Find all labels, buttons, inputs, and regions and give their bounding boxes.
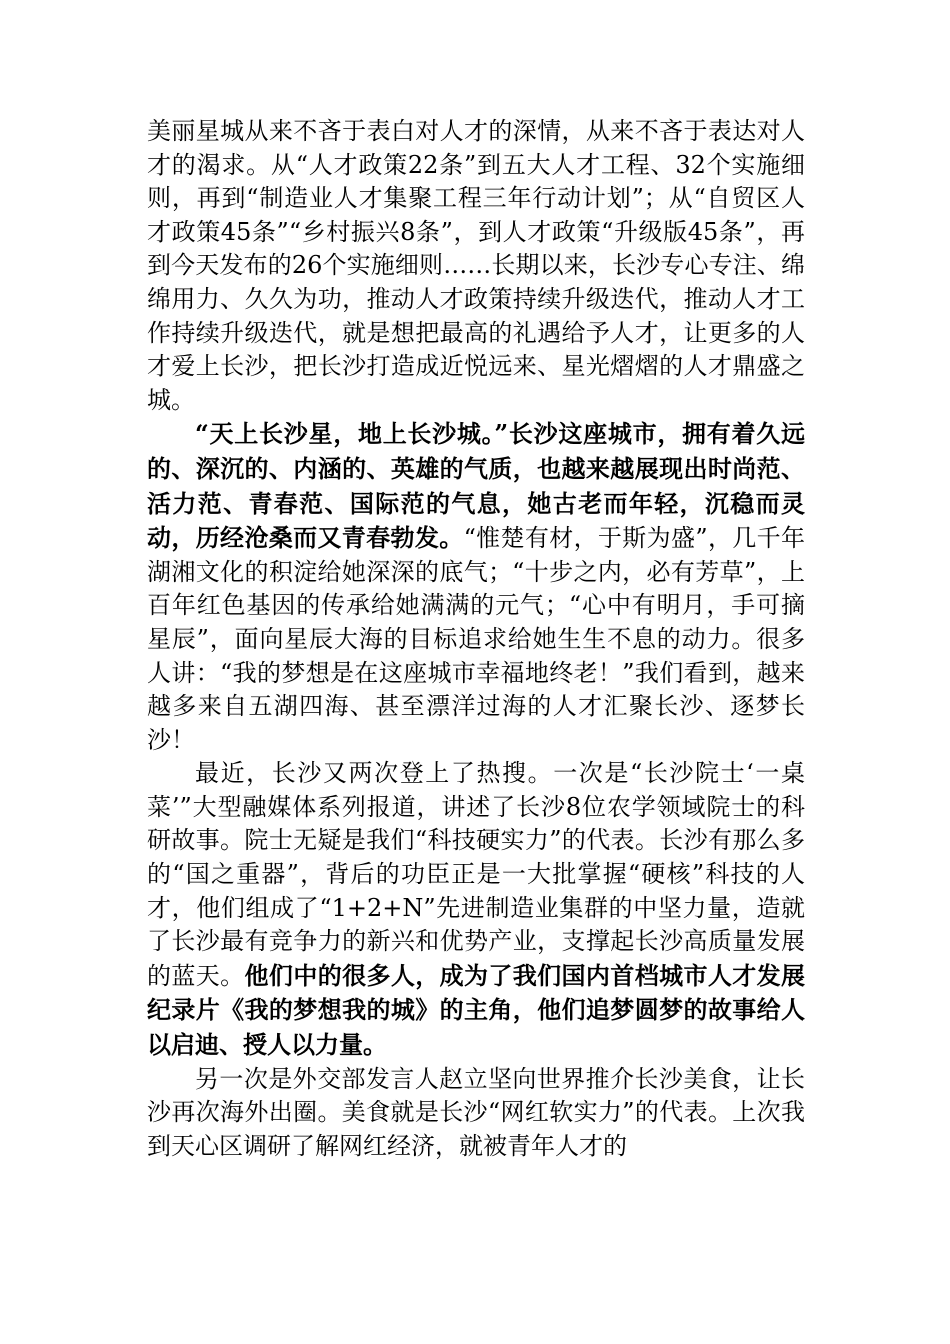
paragraph-text: 美丽星城从来不吝于表白对人才的深情，从来不吝于表达对人才的渴求。从“人才政策22条”到五大人才工程、32个实施细则，再到“制造业人才集聚工程三年行动计划”；从“自贸区人才政策45条”“乡村振兴8条”，到人才政策“升级版45条”，再到今天发布的26个实施细则……长期以来，长沙专心专注、绵绵用力、久久为功，推动人才政策持续升级迭代，推动人才工作持续升级迭代，就是想把最高的礼遇给予人才，让更多的人才爱上长沙，把长沙打造成近悦远来、星光熠熠的人才鼎盛之城。 — [147, 117, 805, 414]
paragraph-text: 最近，长沙又两次登上了热搜。一次是“长沙院士‘一桌菜’”大型融媒体系列报道，讲述了长沙8位农学领域院士的科研故事。院士无疑是我们“科技硬实力”的代表。长沙有那么多的“国之重器”，背后的功臣正是一大批掌握“硬核”科技的人才，他们组成了“1+2+N”先进制造业集群的中坚力量，造就了长沙最有竞争力的新兴和优势产业，支撑起长沙高质量发展的蓝天。 — [147, 759, 805, 990]
bold-text: “天上长沙星，地上长沙城。”长沙这座城市，拥有着久远的、深沉的、内涵的、英雄的气质，也越来越展现出时尚范、活力范、青春范、国际范的气息，她古老而年轻，沉稳而灵动，历经沧桑而又青春勃发。 — [147, 419, 805, 553]
paragraph-hot-search — [147, 757, 805, 1062]
document-page — [147, 115, 805, 1163]
bold-text: 他们中的很多人，成为了我们国内首档城市人才发展纪录片《我的梦想我的城》的主角，他们追梦圆梦的故事给人以启迪、授人以力量。 — [147, 960, 806, 1060]
paragraph-text: 另一次是外交部发言人赵立坚向世界推介长沙美食，让长沙再次海外出圈。美食就是长沙“网红软实力”的代表。上次我到天心区调研了解网红经济，就被青年人才的 — [147, 1064, 805, 1160]
paragraph-text: “惟楚有材，于斯为盛”，几千年湖湘文化的积淀给她深深的底气；“十步之内，必有芳草”，上百年红色基因的传承给她满满的元气；“心中有明月，手可摘星辰”，面向星辰大海的目标追求给她生生不息的动力。很多人讲：“我的梦想是在这座城市幸福地终老！”我们看到，越来越多来自五湖四海、甚至漂洋过海的人才汇聚长沙、逐梦长沙！ — [147, 524, 806, 754]
paragraph-talent-policy — [147, 115, 805, 417]
paragraph-changsha-city — [147, 417, 805, 757]
paragraph-food — [147, 1063, 805, 1164]
